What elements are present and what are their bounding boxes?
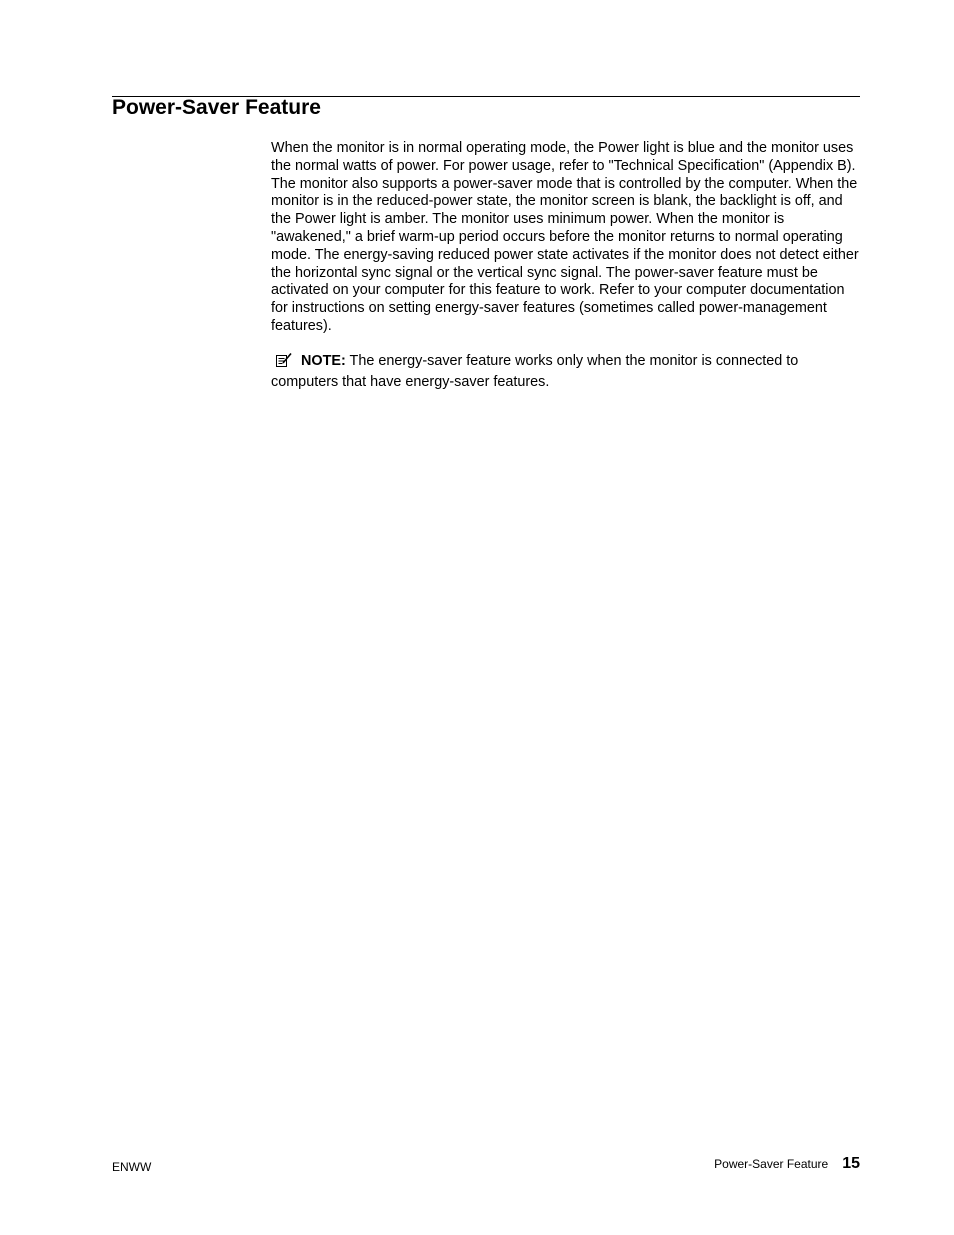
note-icon	[275, 352, 293, 368]
note	[271, 351, 861, 393]
footer-right	[714, 1155, 860, 1173]
body-paragraph: When the monitor is in normal operating mode, the Power light is blue and the monitor uses the normal watts of power. For power usage, refer to "Technical Specification" (Appendix B). The monitor also supports a power-saver mode that is controlled by the computer. When the monitor is in the reduced-power state, the monitor screen is blank, the backlight is off, and the Power light is amber. The monitor uses minimum power. When the monitor is "awakened," a brief warm-up period occurs before the monitor returns to normal operating mode. The energy-saving reduced power state activates if the monitor does not detect either the horizontal sync signal or the vertical sync signal. The power-saver feature must be activated on your computer for this feature to work. Refer to your computer documentation for instructions on setting energy-saver features (sometimes called power-management features).	[271, 140, 859, 334]
page-number: 15	[842, 1155, 860, 1172]
note-label: NOTE:	[301, 353, 346, 369]
footer-left-label: ENWW	[112, 1160, 152, 1174]
note-text: The energy-saver feature works only when the monitor is connected to computers that have energy-saver features.	[271, 353, 799, 390]
section-title: Power-Saver Feature	[112, 96, 321, 119]
footer-section-title: Power-Saver Feature	[714, 1157, 829, 1171]
